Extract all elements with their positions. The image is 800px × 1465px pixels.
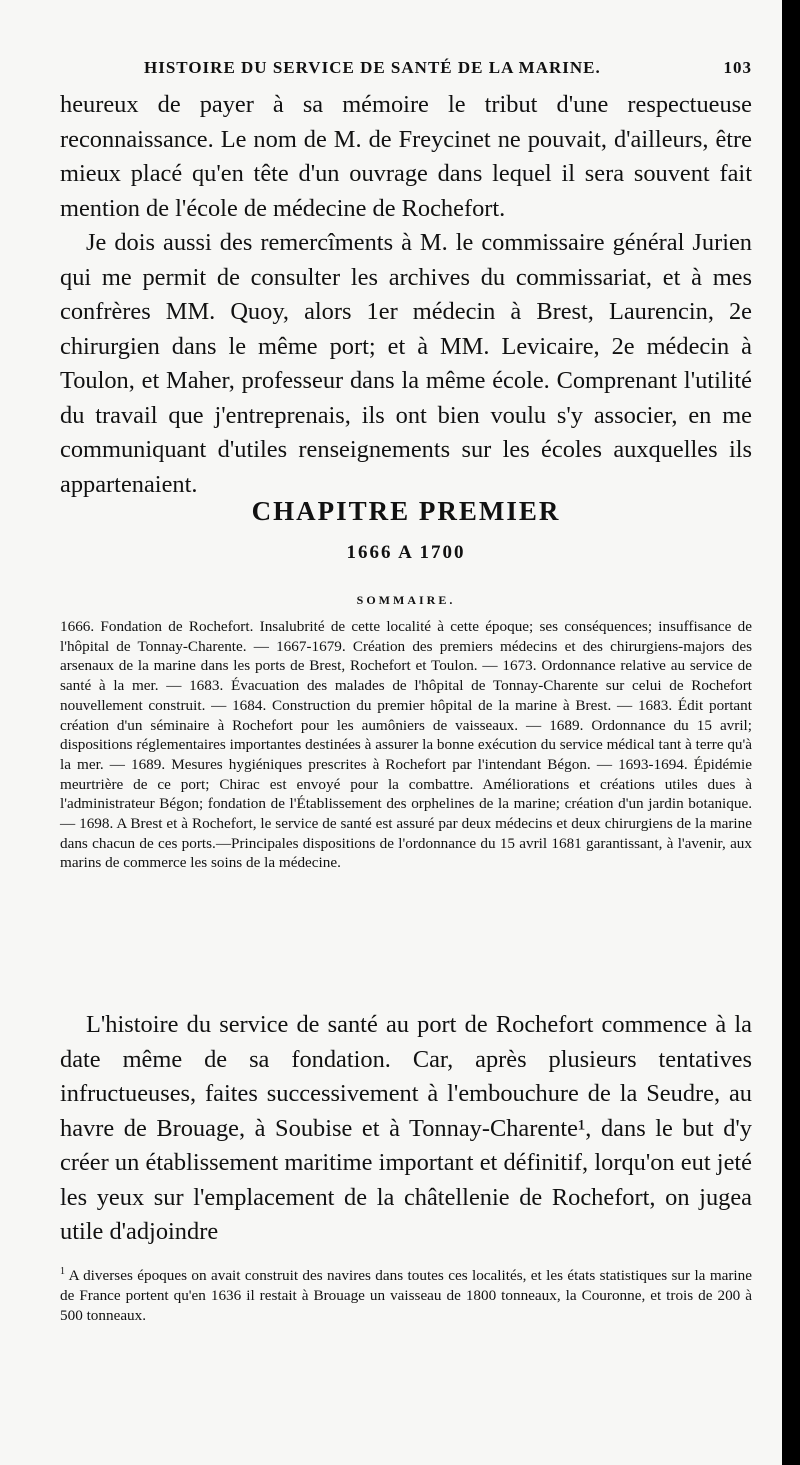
chapter-dates: 1666 A 1700 bbox=[346, 542, 466, 563]
chapter-title: CHAPITRE PREMIER bbox=[251, 496, 561, 526]
intro-paragraph-2: Je dois aussi des remercîments à M. le commissaire général Jurien qui me permit de consulter les archives du commissariat, et à mes confrères MM. Quoy, alors 1er médecin à Brest, Laurencin, 2e chirurgien dans le même port; et à MM. Levicaire, 2e médecin à Toulon, et Maher, professeur dans la même école. Comprenant l'utilité du travail que j'entreprenais, ils ont bien voulu s'y associer, en me communiquant d'utiles renseignements sur les écoles auxquelles ils appartenaient. bbox=[60, 229, 752, 498]
page-number: 103 bbox=[723, 58, 752, 77]
footnote-text: A diverses époques on avait construit des navires dans toutes ces localités, et les états statistiques sur la marine de France portent qu'en 1636 il restait à Brouage un vaisseau de 1800 tonneaux, la Couronne, et trois de 200 à 500 tonneaux. bbox=[60, 1267, 752, 1325]
main-text bbox=[60, 1008, 752, 1250]
footnote-mark: 1 bbox=[60, 1266, 65, 1277]
intro-paragraph-1: heureux de payer à sa mémoire le tribut d'une respectueuse reconnaissance. Le nom de M. de Freycinet ne pouvait, d'ailleurs, être mieux placé qu'en tête d'un ouvrage dans lequel il sera souvent fait mention de l'école de médecine de Rochefort. bbox=[60, 91, 752, 222]
running-header bbox=[60, 58, 752, 82]
footnote bbox=[60, 1262, 752, 1326]
running-title: HISTOIRE DU SERVICE DE SANTÉ DE LA MARINE. bbox=[144, 58, 601, 77]
summary-heading: SOMMAIRE. bbox=[356, 593, 456, 607]
intro-text bbox=[60, 88, 752, 502]
main-paragraph: L'histoire du service de santé au port de Rochefort commence à la date même de sa fondation. Car, après plusieurs tentatives infructueuses, faites successivement à l'embouchure de la Seudre, au havre de Brouage, à Soubise et à Tonnay-Charente¹, dans le but d'y créer un établissement maritime important et définitif, lorqu'on eut jeté les yeux sur l'emplacement de la châtellenie de Rochefort, on jugea utile d'adjoindre bbox=[60, 1011, 752, 1245]
chapter-summary: 1666. Fondation de Rochefort. Insalubrité de cette localité à cette époque; ses conséquences; insuffisance de l'hôpital de Tonnay-Charente. — 1667-1679. Création des premiers médecins et des chirurgiens-majors des arsenaux de la marine dans les ports de Brest, Rochefort et Toulon. — 1673. Ordonnance relative au service de santé à la mer. — 1683. Évacuation des malades de l'hôpital de Tonnay-Charente sur celui de Rochefort nouvellement construit. — 1684. Construction du premier hôpital de la marine à Brest. — 1683. Édit portant création d'un séminaire à Rochefort pour les aumôniers de vaisseaux. — 1689. Ordonnance du 15 avril; dispositions réglementaires importantes destinées à assurer la bonne exécution du service médical tant à terre qu'à la mer. — 1689. Mesures hygiéniques prescrites à Rochefort par l'intendant Bégon. — 1693-1694. Épidémie meurtrière de ce port; Chirac est envoyé pour la combattre. Améliorations et créations utiles dues à l'administrateur Bégon; fondation de l'Établissement des orphelines de la marine; création d'un jardin botanique.— 1698. A Brest et à Rochefort, le service de santé est assuré par deux médecins et deux chirurgiens de la marine dans chacun de ces ports.—Principales dispositions de l'ordonnance du 15 avril 1681 garantissant, à l'avenir, aux marins de commerce les soins de la médecine. bbox=[60, 618, 752, 872]
